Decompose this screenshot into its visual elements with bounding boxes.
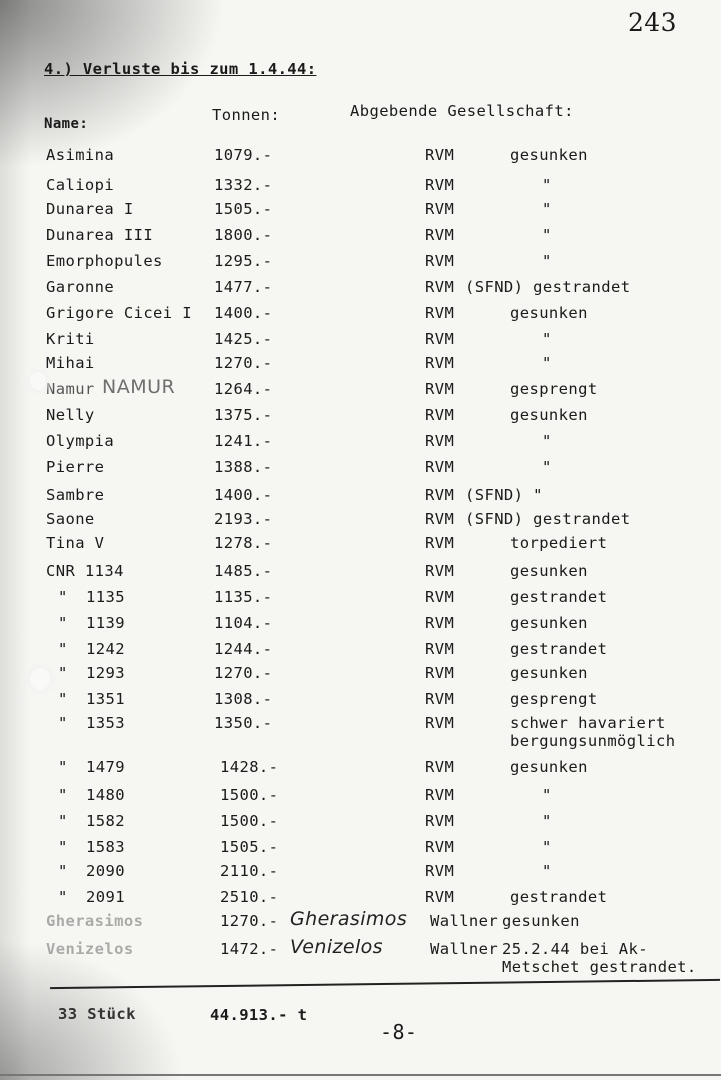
ship-name: Gherasimos: [46, 912, 144, 930]
company: RVM: [425, 432, 455, 450]
tonnage: 1104.-: [214, 614, 273, 632]
tonnage: 1308.-: [214, 690, 273, 708]
tonnage: 2110.-: [220, 862, 279, 880]
total-rule: [50, 979, 720, 989]
ship-name: Venizelos: [46, 940, 134, 958]
ditto-mark: ": [542, 354, 552, 372]
row-ditto-mark: ": [58, 588, 68, 606]
company: RVM: [425, 510, 455, 528]
section-heading: 4.) Verluste bis zum 1.4.44:: [44, 60, 317, 78]
ship-name: 1353: [86, 714, 125, 732]
ship-name: 1479: [86, 758, 125, 776]
tonnage: 2510.-: [220, 888, 279, 906]
company: RVM: [425, 714, 455, 732]
company: RVM: [425, 534, 455, 552]
remark: (SFND) gestrandet: [465, 510, 631, 528]
remark: gestrandet: [510, 588, 608, 606]
company: RVM: [425, 640, 455, 658]
ship-name: Garonne: [46, 278, 115, 296]
company: RVM: [425, 758, 455, 776]
ditto-mark: ": [542, 226, 552, 244]
tonnage: 1500.-: [220, 812, 279, 830]
tonnage: 1472.-: [220, 940, 279, 958]
punch-hole: [30, 668, 50, 690]
tonnage: 1241.-: [214, 432, 273, 450]
handwritten-note: NAMUR: [102, 376, 176, 398]
punch-hole: [30, 372, 46, 390]
row-ditto-mark: ": [58, 714, 68, 732]
ship-name: Mihai: [46, 354, 95, 372]
tonnage: 1400.-: [214, 304, 273, 322]
company: RVM: [425, 226, 455, 244]
remark-continued: Metschet gestrandet.: [502, 958, 697, 976]
tonnage: 1500.-: [220, 786, 279, 804]
tonnage: 1388.-: [214, 458, 273, 476]
company: RVM: [425, 458, 455, 476]
remark: gesprengt: [510, 380, 598, 398]
remark-continued: bergungsunmöglich: [510, 732, 676, 750]
handwritten-note: Gherasimos: [290, 908, 408, 930]
tonnage: 1332.-: [214, 176, 273, 194]
tonnage: 1350.-: [214, 714, 273, 732]
ship-name: 1293: [86, 664, 125, 682]
bottom-edge-line: [0, 1074, 721, 1076]
row-ditto-mark: ": [58, 838, 68, 856]
remark: gesunken: [510, 304, 588, 322]
tonnage: 1135.-: [214, 588, 273, 606]
ship-name: Emorphopules: [46, 252, 163, 270]
company: RVM: [425, 304, 455, 322]
row-ditto-mark: ": [58, 664, 68, 682]
ship-name: 1242: [86, 640, 125, 658]
remark: gestrandet: [510, 640, 608, 658]
ship-name: Namur: [46, 380, 95, 398]
ditto-mark: ": [542, 458, 552, 476]
ship-name: 2090: [86, 862, 125, 880]
tonnage: 1079.-: [214, 146, 273, 164]
ship-name: Dunarea III: [46, 226, 154, 244]
company: RVM: [425, 486, 455, 504]
tonnage: 1477.-: [214, 278, 273, 296]
ship-name: Dunarea I: [46, 200, 134, 218]
ditto-mark: ": [542, 200, 552, 218]
ship-name: Pierre: [46, 458, 105, 476]
tonnage: 2193.-: [214, 510, 273, 528]
total-label: 33 Stück: [58, 1005, 136, 1023]
company: RVM: [425, 354, 455, 372]
column-header-tons: Tonnen:: [212, 106, 281, 124]
remark: gesunken: [510, 406, 588, 424]
tonnage: 1505.-: [220, 838, 279, 856]
row-ditto-mark: ": [58, 758, 68, 776]
ditto-mark: ": [542, 330, 552, 348]
company: RVM: [425, 176, 455, 194]
company: RVM: [425, 888, 455, 906]
company: RVM: [425, 812, 455, 830]
row-ditto-mark: ": [58, 812, 68, 830]
company: RVM: [425, 278, 455, 296]
row-ditto-mark: ": [58, 640, 68, 658]
company: RVM: [425, 146, 455, 164]
page-number: 243: [628, 8, 677, 37]
remark: gesunken: [510, 758, 588, 776]
ditto-mark: ": [542, 812, 552, 830]
remark: torpediert: [510, 534, 608, 552]
remark: gestrandet: [510, 888, 608, 906]
ship-name: Saone: [46, 510, 95, 528]
column-header-company: Abgebende Gesellschaft:: [350, 102, 574, 120]
remark: gesunken: [510, 146, 588, 164]
remark: gesunken: [510, 614, 588, 632]
company: RVM: [425, 200, 455, 218]
ship-name: Sambre: [46, 486, 105, 504]
ditto-mark: ": [542, 432, 552, 450]
ditto-mark: ": [542, 786, 552, 804]
company: RVM: [425, 380, 455, 398]
tonnage: 1400.-: [214, 486, 273, 504]
remark: gesunken: [502, 912, 580, 930]
ship-name: 1583: [86, 838, 125, 856]
total-value: 44.913.- t: [210, 1006, 308, 1024]
ditto-mark: ": [542, 252, 552, 270]
tonnage: 1800.-: [214, 226, 273, 244]
ship-name: 1351: [86, 690, 125, 708]
remark: gesunken: [510, 562, 588, 580]
company: RVM: [425, 862, 455, 880]
tonnage: 1505.-: [214, 200, 273, 218]
row-ditto-mark: ": [58, 786, 68, 804]
row-ditto-mark: ": [58, 614, 68, 632]
ship-name: Nelly: [46, 406, 95, 424]
tonnage: 1270.-: [214, 664, 273, 682]
ship-name: Grigore Cicei I: [46, 304, 192, 322]
tonnage: 1244.-: [214, 640, 273, 658]
company: Wallner: [430, 940, 499, 958]
ship-name: 1139: [86, 614, 125, 632]
company: RVM: [425, 252, 455, 270]
ship-name: CNR 1134: [46, 562, 124, 580]
tonnage: 1485.-: [214, 562, 273, 580]
company: RVM: [425, 588, 455, 606]
ditto-mark: ": [542, 862, 552, 880]
tonnage: 1375.-: [214, 406, 273, 424]
remark: (SFND) ": [465, 486, 543, 504]
ship-name: 1582: [86, 812, 125, 830]
company: RVM: [425, 406, 455, 424]
company: RVM: [425, 614, 455, 632]
tonnage: 1270.-: [214, 354, 273, 372]
remark: schwer havariert: [510, 714, 666, 732]
handwritten-note: Venizelos: [290, 936, 383, 958]
tonnage: 1264.-: [214, 380, 273, 398]
ship-name: 1480: [86, 786, 125, 804]
remark: 25.2.44 bei Ak-: [502, 940, 648, 958]
company: RVM: [425, 562, 455, 580]
tonnage: 1278.-: [214, 534, 273, 552]
footer-page-number: -8-: [380, 1020, 418, 1044]
tonnage: 1270.-: [220, 912, 279, 930]
ship-name: 2091: [86, 888, 125, 906]
column-header-name: Name:: [44, 116, 89, 132]
ship-name: Olympia: [46, 432, 115, 450]
remark: gesprengt: [510, 690, 598, 708]
row-ditto-mark: ": [58, 862, 68, 880]
company: RVM: [425, 690, 455, 708]
company: RVM: [425, 664, 455, 682]
ship-name: Kriti: [46, 330, 95, 348]
ship-name: Tina V: [46, 534, 105, 552]
company: RVM: [425, 838, 455, 856]
row-ditto-mark: ": [58, 690, 68, 708]
tonnage: 1425.-: [214, 330, 273, 348]
company: RVM: [425, 330, 455, 348]
company: Wallner: [430, 912, 499, 930]
tonnage: 1428.-: [220, 758, 279, 776]
ship-name: 1135: [86, 588, 125, 606]
company: RVM: [425, 786, 455, 804]
ship-name: Asimina: [46, 146, 115, 164]
remark: (SFND) gestrandet: [465, 278, 631, 296]
ditto-mark: ": [542, 838, 552, 856]
row-ditto-mark: ": [58, 888, 68, 906]
tonnage: 1295.-: [214, 252, 273, 270]
ditto-mark: ": [542, 176, 552, 194]
ship-name: Caliopi: [46, 176, 115, 194]
remark: gesunken: [510, 664, 588, 682]
